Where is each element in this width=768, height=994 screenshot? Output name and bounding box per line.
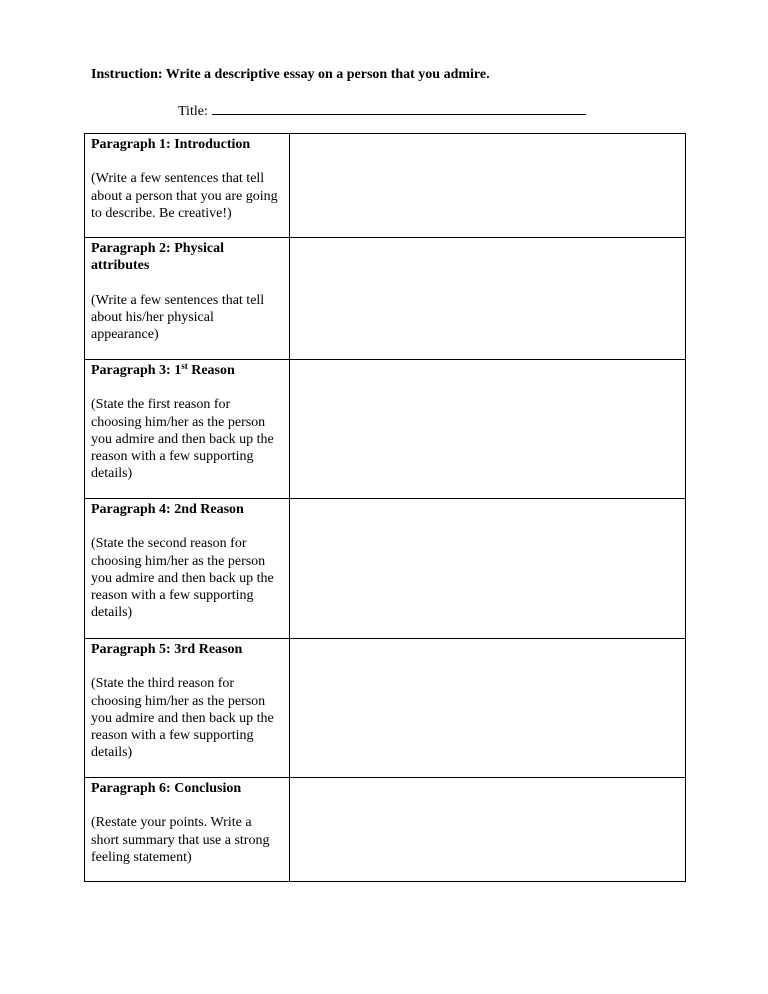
paragraph-5-prompt-cell	[85, 639, 290, 778]
paragraph-1-description: (Write a few sentences that tell about a person that you are going to describe. Be creative!)	[91, 171, 278, 221]
paragraph-6-heading: Paragraph 6: Conclusion	[91, 781, 242, 796]
title-blank-line[interactable]	[212, 100, 586, 115]
paragraph-4-description: (State the second reason for choosing him/her as the person you admire and then back up the reason with a few supporting details)	[91, 536, 274, 621]
paragraph-6-description: (Restate your points. Write a short summary that use a strong feeling statement)	[91, 815, 270, 865]
paragraph-3-heading-ordinal: st	[181, 361, 188, 371]
table-row-paragraph-3	[85, 360, 686, 499]
paragraph-2-prompt-cell	[85, 238, 290, 360]
paragraph-2-answer-cell[interactable]	[290, 238, 686, 360]
table-row-paragraph-4	[85, 499, 686, 639]
table-row-paragraph-6	[85, 778, 686, 882]
paragraph-4-prompt-cell	[85, 499, 290, 639]
paragraph-4-heading: Paragraph 4: 2nd Reason	[91, 502, 244, 517]
paragraph-6-prompt-cell	[85, 778, 290, 882]
paragraph-3-heading	[91, 362, 283, 379]
table-row-paragraph-2	[85, 238, 686, 360]
paragraph-2-description: (Write a few sentences that tell about his/her physical appearance)	[91, 292, 265, 343]
paragraph-3-description: (State the first reason for choosing him/her as the person you admire and then back up the reason with a few supporting details)	[91, 397, 274, 482]
paragraph-1-answer-cell[interactable]	[290, 134, 686, 238]
instruction-text: Instruction: Write a descriptive essay on a person that you admire.	[91, 67, 490, 82]
paragraph-4-answer-cell[interactable]	[290, 499, 686, 639]
paragraph-3-heading-suffix: Reason	[187, 363, 235, 378]
paragraph-1-prompt-cell	[85, 134, 290, 238]
paragraph-2-heading: Paragraph 2: Physical attributes	[91, 241, 224, 274]
paragraph-5-heading: Paragraph 5: 3rd Reason	[91, 642, 243, 657]
paragraph-3-answer-cell[interactable]	[290, 360, 686, 499]
paragraph-3-prompt-cell	[85, 360, 290, 499]
table-row-paragraph-5	[85, 639, 686, 778]
table-row-paragraph-1	[85, 134, 686, 238]
paragraph-6-answer-cell[interactable]	[290, 778, 686, 882]
paragraph-3-heading-prefix: Paragraph 3: 1	[91, 363, 182, 378]
essay-plan-table	[84, 133, 686, 882]
paragraph-1-heading: Paragraph 1: Introduction	[91, 137, 251, 152]
title-field	[178, 100, 586, 120]
paragraph-5-answer-cell[interactable]	[290, 639, 686, 778]
paragraph-5-description: (State the third reason for choosing him/her as the person you admire and then back up the reason with a few supporting details)	[91, 676, 274, 761]
title-label: Title:	[178, 104, 208, 119]
